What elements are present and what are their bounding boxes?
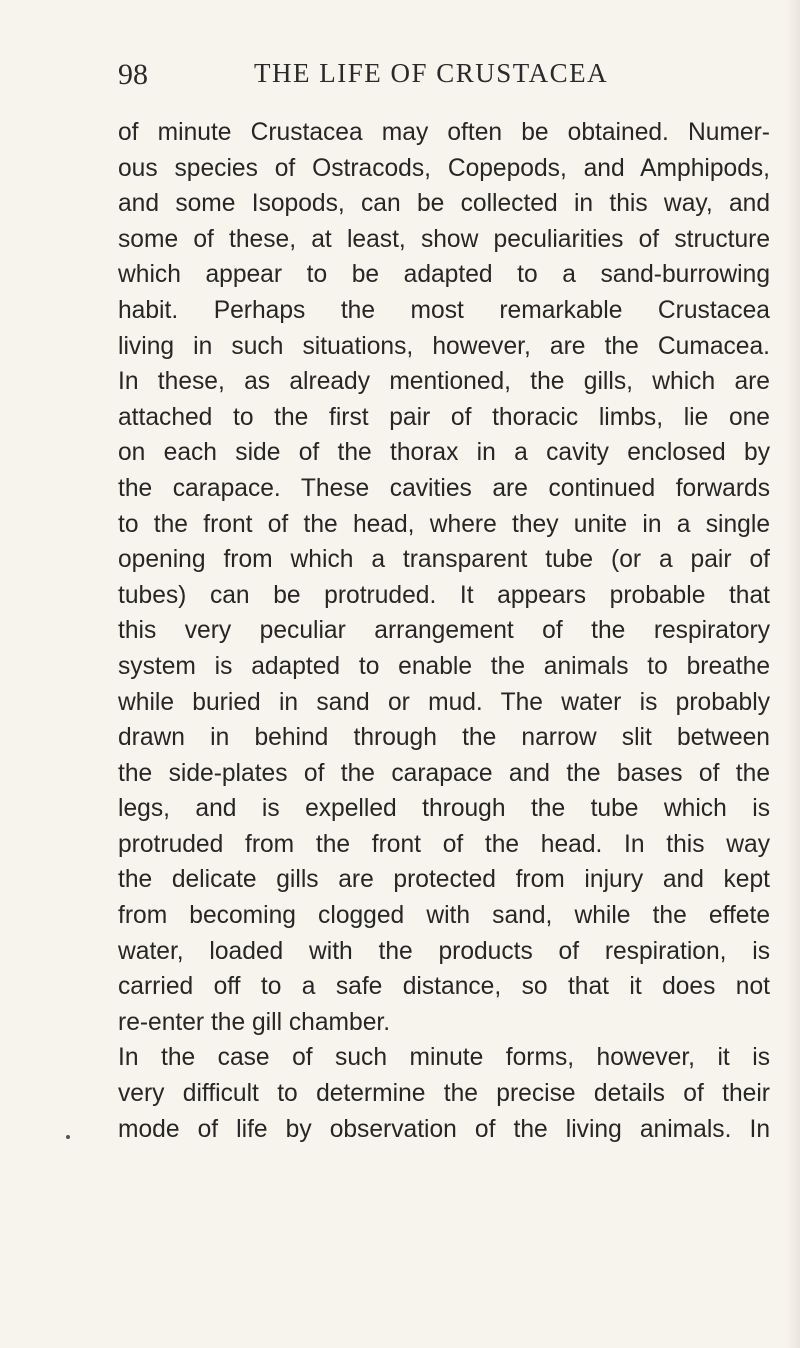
page-header [118, 58, 670, 98]
text-line: very difficult to determine the precise details of their [118, 1080, 770, 1108]
body-text [118, 115, 770, 1147]
text-line: system is adapted to enable the animals to breathe [118, 652, 770, 680]
text-line: In these, as already mentioned, the gills, which are [118, 368, 770, 396]
text-line: from becoming clogged with sand, while the effete [118, 902, 770, 930]
text-line: while buried in sand or mud. The water is probably [118, 688, 770, 716]
text-line: attached to the first pair of thoracic limbs, lie one [118, 403, 770, 431]
text-line: on each side of the thorax in a cavity enclosed by [118, 439, 770, 467]
text-line: protruded from the front of the head. In this way [118, 830, 770, 858]
text-line: ous species of Ostracods, Copepods, and Amphipods, [118, 154, 770, 182]
running-title: THE LIFE OF CRUSTACEA [254, 58, 609, 88]
margin-speck [66, 1135, 70, 1139]
text-line: the side-plates of the carapace and the bases of the [118, 759, 770, 787]
page-edge-shadow [786, 0, 800, 1348]
text-line: and some Isopods, can be collected in this way, and [118, 190, 770, 218]
text-line: some of these, at least, show peculiarities of structure [118, 225, 770, 253]
paragraph-end-line: re-enter the gill chamber. [118, 1008, 391, 1036]
text-line: the delicate gills are protected from injury and kept [118, 866, 770, 894]
text-line: In the case of such minute forms, however, it is [118, 1044, 770, 1072]
text-line: habit. Perhaps the most remarkable Crustacea [118, 296, 770, 324]
text-line: living in such situations, however, are the Cumacea. [118, 332, 770, 360]
text-line: to the front of the head, where they unite in a single [118, 510, 770, 538]
text-line: which appear to be adapted to a sand-burrowing [118, 261, 770, 289]
text-line: of minute Crustacea may often be obtained. Numer- [118, 119, 770, 146]
text-line: opening from which a transparent tube (or a pair of [118, 546, 770, 574]
text-line: mode of life by observation of the living animals. In [118, 1115, 770, 1143]
page-number: 98 [118, 58, 148, 91]
text-line: drawn in behind through the narrow slit between [118, 724, 770, 752]
text-line: carried off to a safe distance, so that it does not [118, 973, 770, 1001]
text-line: legs, and is expelled through the tube which is [118, 795, 770, 823]
text-line: water, loaded with the products of respiration, is [118, 937, 770, 965]
text-line: the carapace. These cavities are continued forwards [118, 474, 770, 502]
text-line: tubes) can be protruded. It appears probable that [118, 581, 770, 609]
text-line: this very peculiar arrangement of the respiratory [118, 617, 770, 645]
